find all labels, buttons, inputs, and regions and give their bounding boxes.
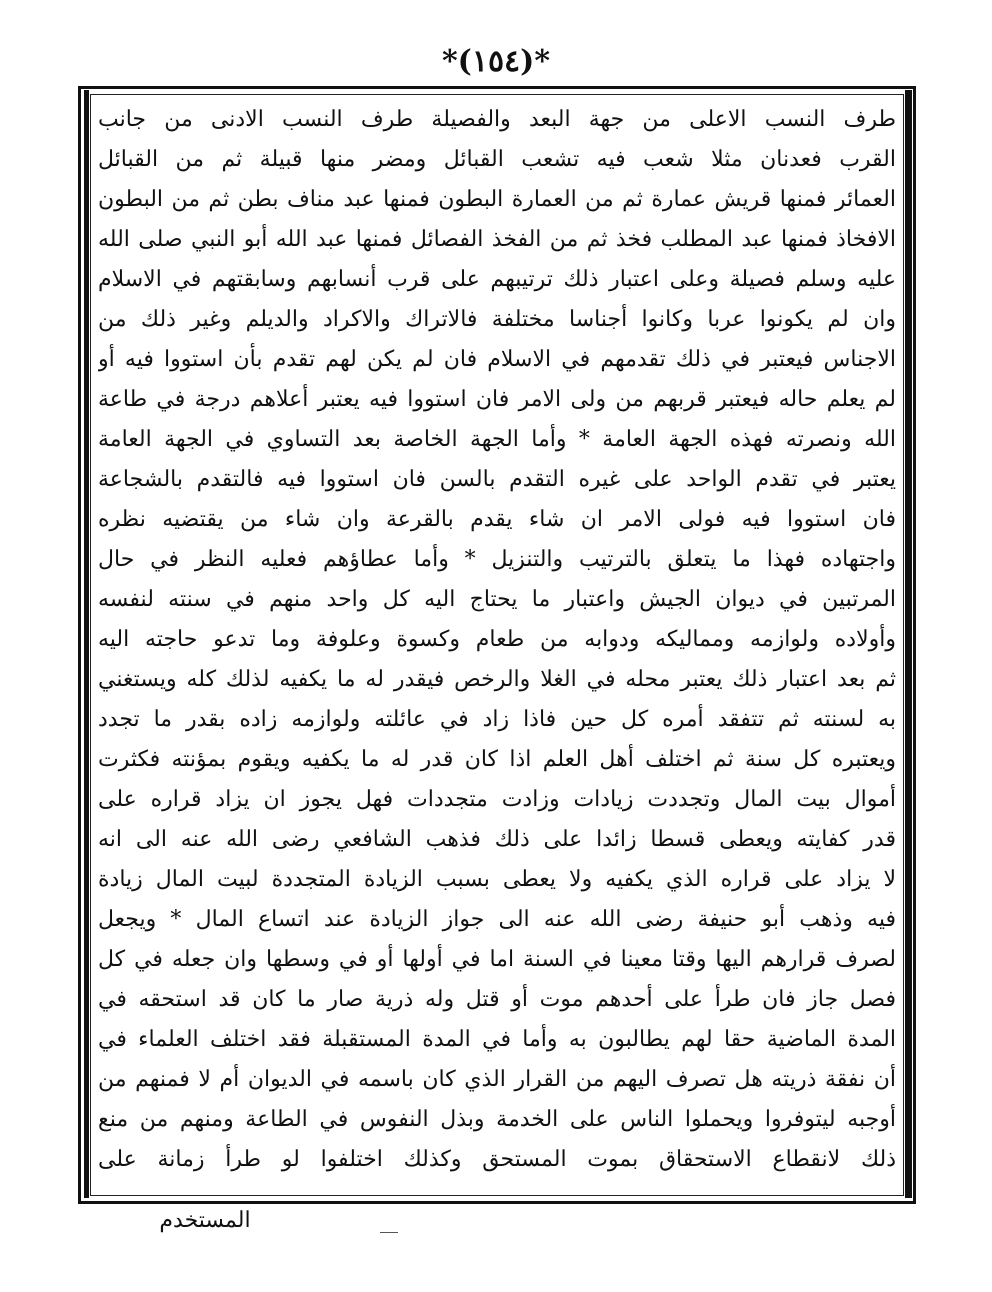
- text-line: الافخاذ فمنها عبد المطلب فخذ ثم من الفخذ الفصائل فمنها عبد الله أبو النبي صلى الله: [98, 227, 896, 252]
- text-line: أموال بيت المال وتجددت زيادات وزادت متجددات فهل يجوز ان يزاد قراره على: [98, 787, 896, 812]
- page-number: *(١٥٤)*: [441, 44, 551, 79]
- footer-mark: [380, 1232, 398, 1233]
- text-line: فصل جاز فان طرأ على أحدهم موت أو قتل وله ذرية صار ما كان قد استحقه في: [98, 987, 896, 1012]
- text-line: الاجناس فيعتبر في ذلك تقدمهم في الاسلام فان لم يكن لهم تقدم بأن استووا فيه أو: [98, 347, 896, 372]
- text-line: يعتبر في تقدم الواحد على غيره التقدم بالسن فان استووا فيه فالتقدم بالشجاعة: [98, 467, 896, 492]
- text-line: عليه وسلم فصيلة وعلى اعتبار ذلك ترتيبهم على قرب أنسابهم وسابقتهم في الاسلام: [98, 267, 896, 292]
- border-bar-right: [905, 90, 912, 1198]
- text-line: لم يعلم حاله فيعتبر قربهم من ولى الامر فان استووا فيه يعتبر أعلاهم درجة في طاعة: [98, 387, 896, 412]
- footer-word: المستخدم: [159, 1208, 251, 1233]
- text-line: به لسنته ثم تتفقد أمره كل حين فاذا زاد في عائلته ولوازمه زاده بقدر ما تجدد: [98, 707, 896, 732]
- text-line: العمائر فمنها قريش عمارة ثم من العمارة البطون فمنها عبد مناف بطن ثم من البطون: [98, 187, 896, 212]
- text-line: طرف النسب الاعلى من جهة البعد والفصيلة طرف النسب الادنى من جانب: [98, 107, 896, 132]
- text-line: واجتهاده فهذا ما يتعلق بالترتيب والتنزيل * وأما عطاؤهم فعليه النظر في حال: [98, 547, 896, 572]
- text-line: قدر كفايته ويعطى قسطا زائدا على ذلك فذهب الشافعي رضى الله عنه الى انه: [98, 827, 896, 852]
- text-line: ثم بعد اعتبار ذلك يعتبر محله في الغلا والرخص فيقدر له ما يكفيه لذلك كله ويستغني: [98, 667, 896, 692]
- border-bar-left: [84, 90, 89, 1198]
- body-text: [98, 100, 896, 1190]
- text-line: ذلك لانقطاع الاستحقاق بموت المستحق وكذلك اختلفوا لو طرأ زمانة على: [98, 1147, 896, 1172]
- text-line: الله ونصرته فهذه الجهة العامة * وأما الجهة الخاصة بعد التساوي في الجهة العامة: [98, 427, 896, 452]
- text-line: ويعتبره كل سنة ثم اختلف أهل العلم اذا كان قدر له ما يكفيه ويقوم بمؤنته فكثرت: [98, 747, 896, 772]
- text-line: المدة الماضية حقا لهم يطالبون به وأما في المدة المستقبلة فقد اختلف العلماء في: [98, 1027, 896, 1052]
- text-line: المرتبين في ديوان الجيش واعتبار ما يحتاج اليه كل واحد منهم في سنته لنفسه: [98, 587, 896, 612]
- text-line: وأولاده ولوازمه ومماليكه ودوابه من طعام وكسوة وعلوفة وما تدعو حاجته اليه: [98, 627, 896, 652]
- text-line: أوجبه ليتوفروا ويحملوا الناس على الخدمة وبذل النفوس في الطاعة ومنهم من منع: [98, 1107, 896, 1132]
- text-line: القرب فعدنان مثلا شعب فيه تشعب القبائل ومضر منها قبيلة ثم من القبائل: [98, 147, 896, 172]
- text-line: فيه وذهب أبو حنيفة رضى الله عنه الى جواز الزيادة عند اتساع المال * ويجعل: [98, 907, 896, 932]
- text-line: لا يزاد على قراره الذي يكفيه ولا يعطى بسبب الزيادة المتجددة لبيت المال زيادة: [98, 867, 896, 892]
- text-line: فان استووا فيه فولى الامر ان شاء يقدم بالقرعة وان شاء من يقتضيه نظره: [98, 507, 896, 532]
- text-line: أن نفقة ذريته هل تصرف اليهم من القرار الذي كان باسمه في الديوان أم لا فمنهم من: [98, 1067, 896, 1092]
- text-line: وان لم يكونوا عربا وكانوا أجناسا مختلفة فالاتراك والاكراد والديلم وغير ذلك من: [98, 307, 896, 332]
- text-line: لصرف قرارهم اليها وقتا معينا في السنة اما في أولها أو في وسطها وان جعله في كل: [98, 947, 896, 972]
